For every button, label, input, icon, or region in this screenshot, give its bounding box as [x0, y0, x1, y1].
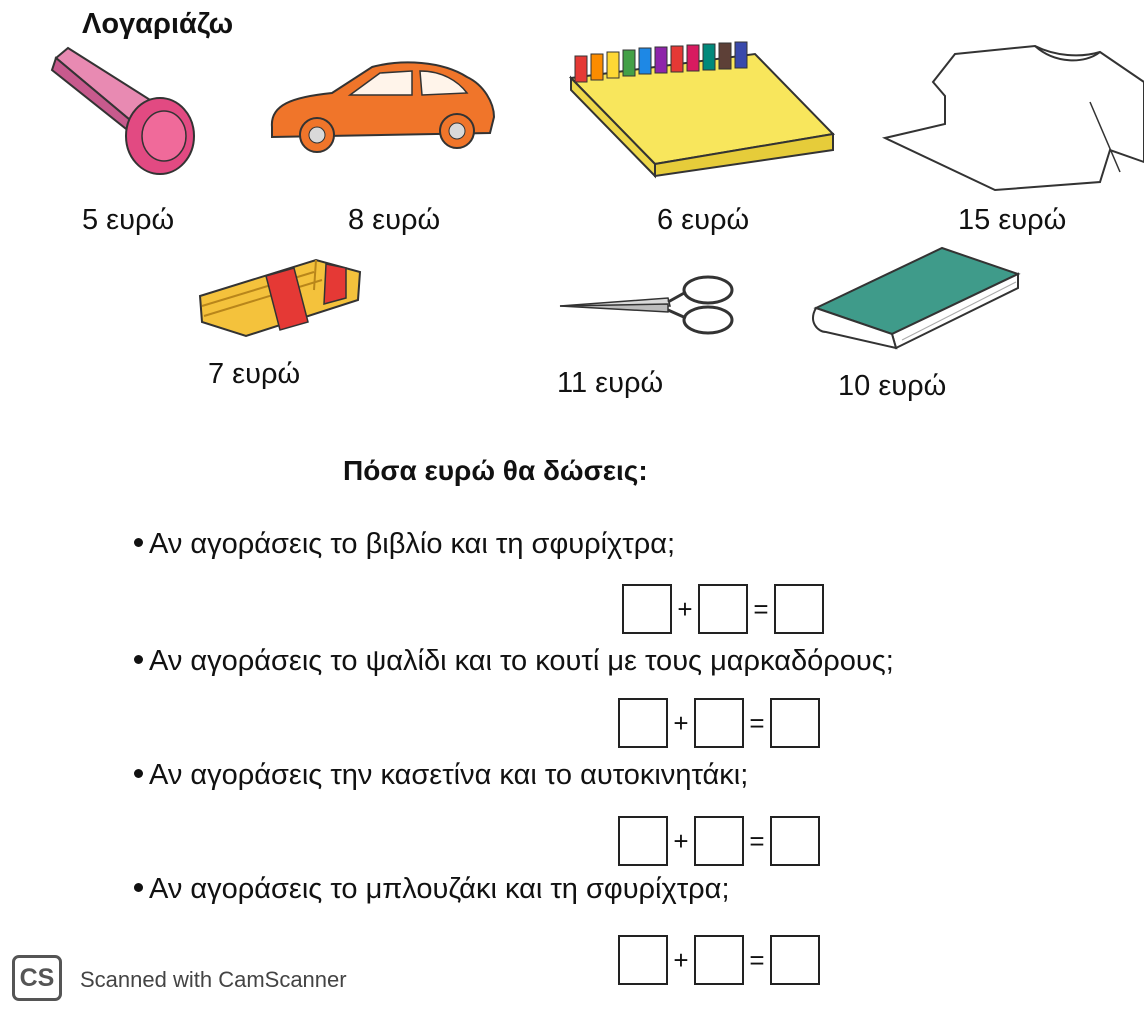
whistle-illustration	[48, 40, 198, 180]
equation-3	[618, 816, 820, 866]
answer-box-3a[interactable]	[618, 816, 668, 866]
answer-box-2b[interactable]	[694, 698, 744, 748]
answer-box-4b[interactable]	[694, 935, 744, 985]
answer-box-1c[interactable]	[774, 584, 824, 634]
bullet-icon	[134, 769, 143, 778]
bullet-icon	[134, 538, 143, 547]
answer-box-2c[interactable]	[770, 698, 820, 748]
scissors-price: 11 ευρώ	[557, 367, 664, 399]
camscanner-watermark: Scanned with CamScanner	[80, 967, 347, 992]
answer-box-2a[interactable]	[618, 698, 668, 748]
t-shirt-price: 15 ευρώ	[958, 204, 1067, 236]
t-shirt-illustration	[885, 42, 1144, 192]
answer-box-4c[interactable]	[770, 935, 820, 985]
equation-1	[622, 584, 824, 634]
answer-box-1b[interactable]	[698, 584, 748, 634]
markers-box-price: 6 ευρώ	[657, 204, 750, 236]
task-2-text: Αν αγοράσεις το ψαλίδι και το κουτί με τους μαρκαδόρους;	[149, 645, 894, 677]
plus-sign: +	[673, 944, 689, 975]
pencil-case-price: 7 ευρώ	[208, 358, 301, 390]
answer-box-3c[interactable]	[770, 816, 820, 866]
equals-sign: =	[753, 593, 769, 624]
task-3	[134, 759, 748, 792]
task-1	[134, 528, 675, 561]
bullet-icon	[134, 655, 143, 664]
book-price: 10 ευρώ	[838, 370, 947, 402]
markers-box-illustration	[565, 42, 835, 177]
equation-4	[618, 935, 820, 985]
book-illustration	[812, 248, 1022, 353]
answer-box-4a[interactable]	[618, 935, 668, 985]
answer-box-1a[interactable]	[622, 584, 672, 634]
equals-sign: =	[749, 707, 765, 738]
toy-car-price: 8 ευρώ	[348, 204, 441, 236]
task-1-text: Αν αγοράσεις το βιβλίο και τη σφυρίχτρα;	[149, 528, 676, 560]
plus-sign: +	[673, 825, 689, 856]
task-3-text: Αν αγοράσεις την κασετίνα και το αυτοκινητάκι;	[149, 759, 749, 791]
equals-sign: =	[749, 944, 765, 975]
task-2	[134, 645, 894, 678]
answer-box-3b[interactable]	[694, 816, 744, 866]
worksheet-title: Λογαριάζω	[82, 8, 234, 40]
equation-2	[618, 698, 820, 748]
equals-sign: =	[749, 825, 765, 856]
scissors-illustration	[560, 272, 740, 342]
task-4-text: Αν αγοράσεις το μπλουζάκι και τη σφυρίχτρα;	[149, 873, 730, 905]
whistle-price: 5 ευρώ	[82, 204, 175, 236]
camscanner-logo: CS	[12, 955, 62, 1001]
toy-car-illustration	[262, 55, 502, 155]
pencil-case-illustration	[196, 250, 366, 340]
plus-sign: +	[677, 593, 693, 624]
question-heading: Πόσα ευρώ θα δώσεις:	[343, 455, 648, 486]
task-4	[134, 873, 730, 906]
plus-sign: +	[673, 707, 689, 738]
bullet-icon	[134, 883, 143, 892]
